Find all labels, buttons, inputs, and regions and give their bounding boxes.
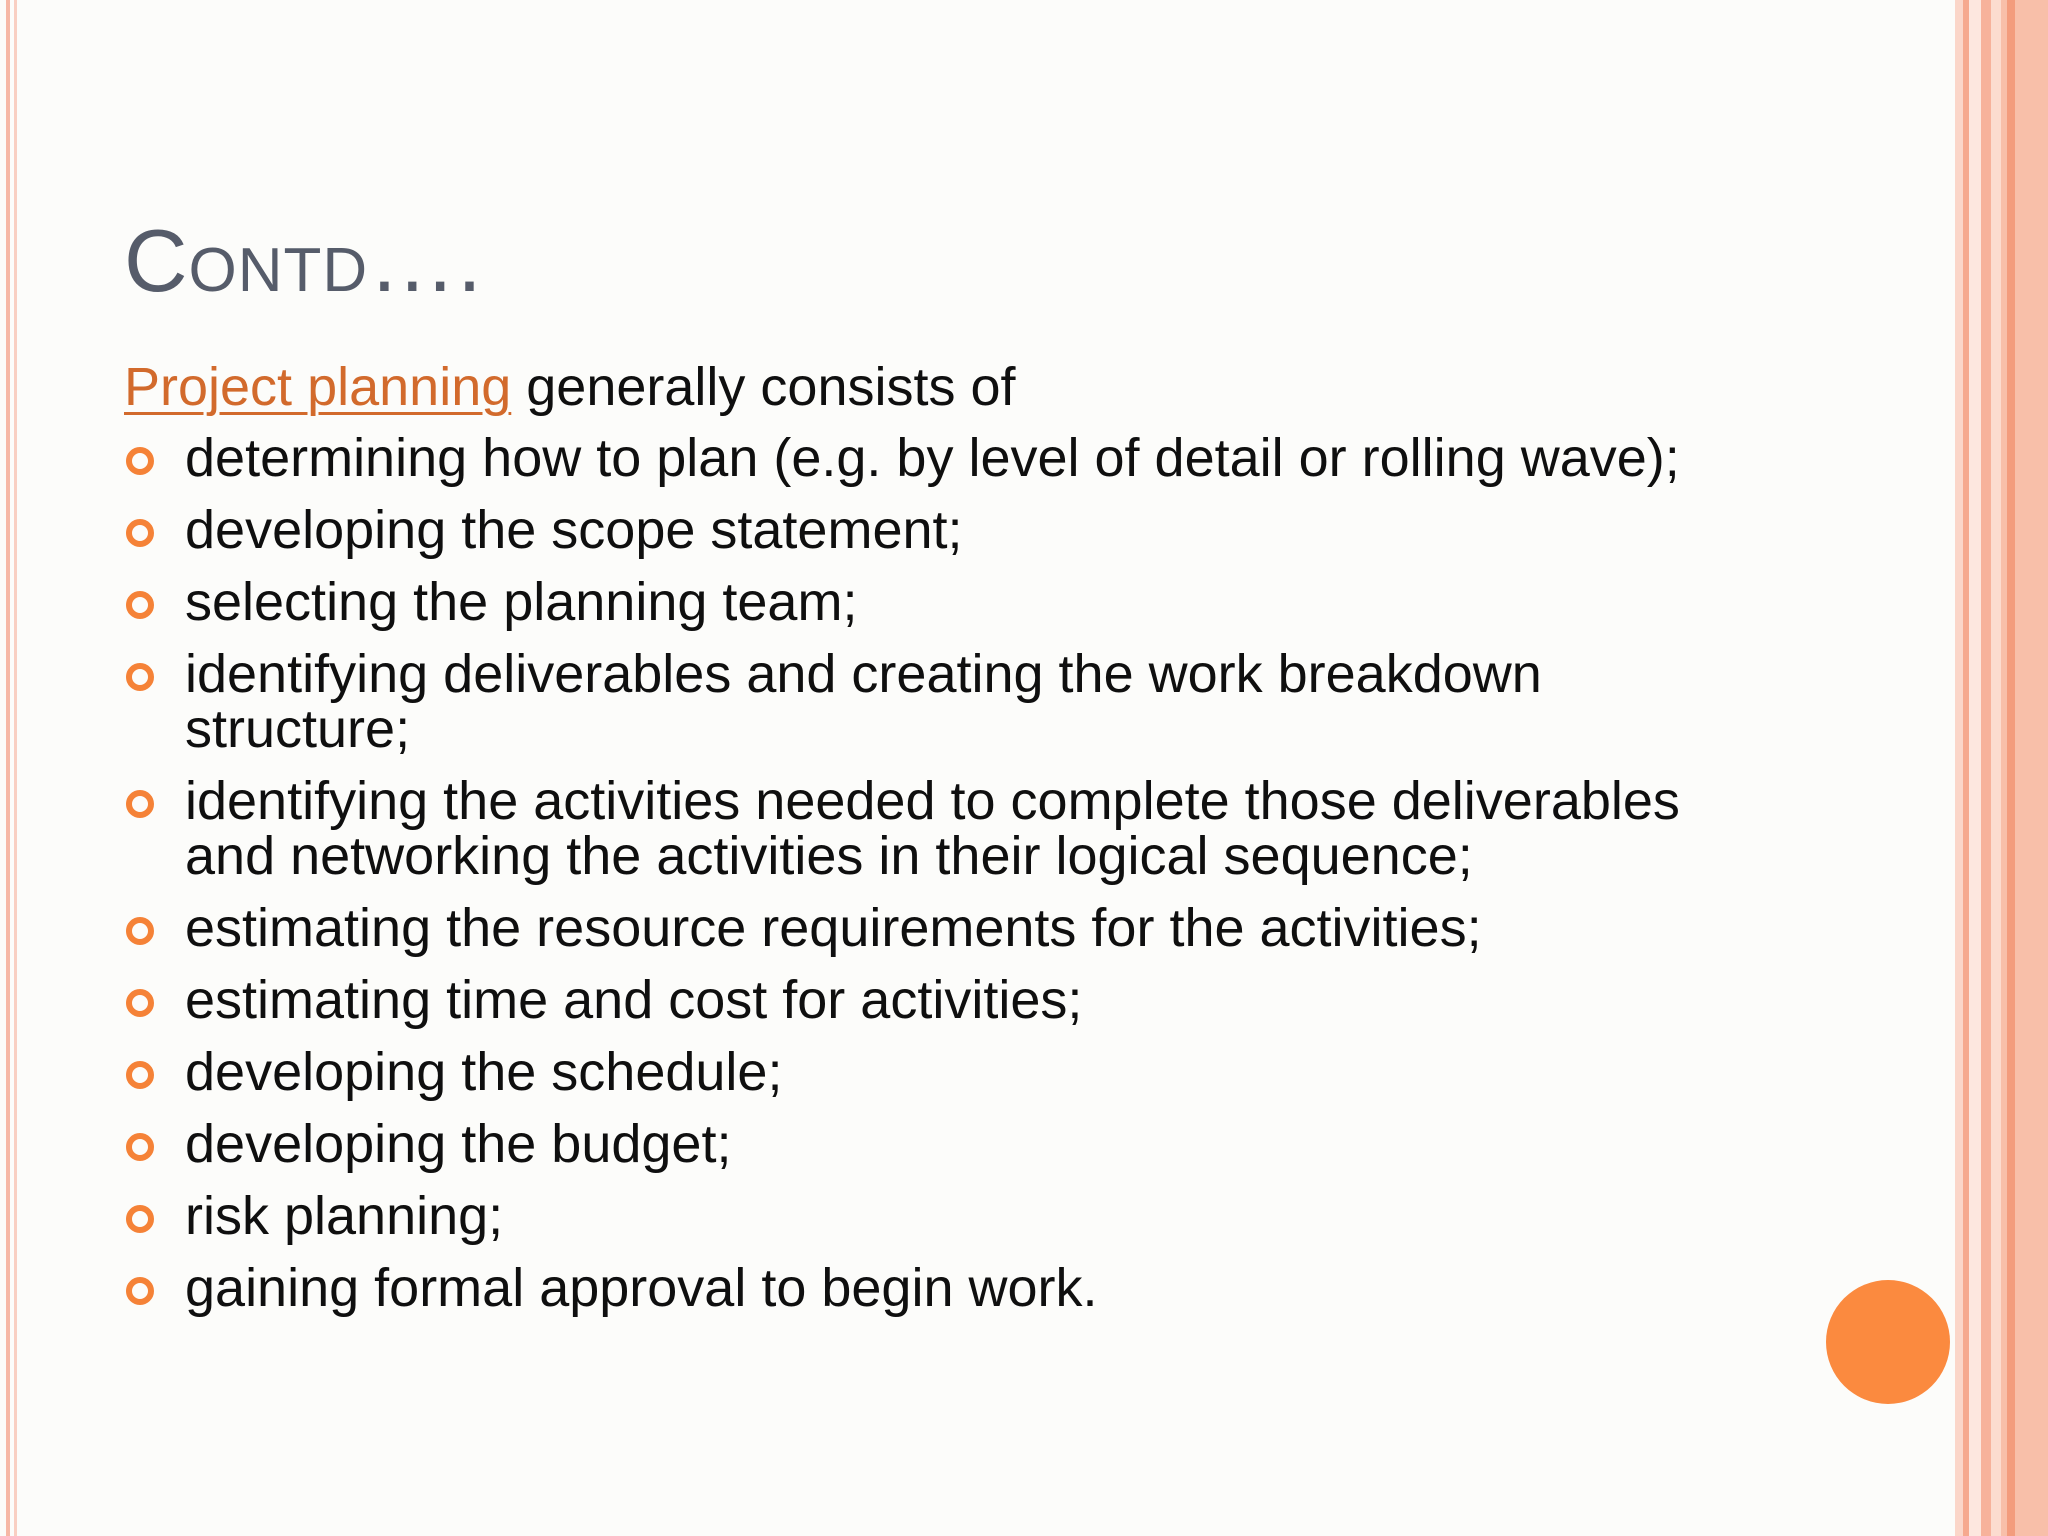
- list-item-text: determining how to plan (e.g. by level of detail or rolling wave);: [185, 428, 1680, 488]
- intro-line: [124, 357, 1684, 417]
- list-item: [124, 1042, 1684, 1102]
- bullet-circle-icon: [126, 663, 154, 691]
- list-item-text: estimating time and cost for activities;: [185, 970, 1083, 1030]
- bullet-circle-icon: [126, 989, 154, 1017]
- list-item: [124, 898, 1684, 958]
- list-item-text: developing the scope statement;: [185, 500, 963, 560]
- slide-title: Contd….: [124, 211, 483, 310]
- slide-body: [124, 357, 1684, 1333]
- bullet-circle-icon: [126, 1061, 154, 1089]
- bullet-circle-icon: [126, 1205, 154, 1233]
- list-item: [124, 428, 1684, 488]
- left-border-line: [6, 0, 10, 1536]
- bullet-circle-icon: [126, 1277, 154, 1305]
- list-item-text: developing the schedule;: [185, 1042, 783, 1102]
- list-item: [124, 1186, 1684, 1246]
- list-item-text: developing the budget;: [185, 1114, 732, 1174]
- list-item: [124, 1258, 1684, 1318]
- intro-text: generally consists of: [511, 357, 1016, 417]
- list-item: [124, 644, 1684, 759]
- list-item: [124, 1114, 1684, 1174]
- project-planning-link[interactable]: Project planning: [124, 357, 512, 417]
- list-item-text: estimating the resource requirements for the activities;: [185, 898, 1482, 958]
- list-item-text: identifying the activities needed to complete those deliverables and networking the activities in their logical sequence;: [185, 771, 1680, 886]
- bullet-circle-icon: [126, 917, 154, 945]
- right-border-stripes: [1955, 0, 2048, 1536]
- list-item: [124, 572, 1684, 632]
- bullet-circle-icon: [126, 591, 154, 619]
- list-item: [124, 771, 1684, 886]
- bullet-circle-icon: [126, 790, 154, 818]
- list-item-text: identifying deliverables and creating the work breakdown structure;: [185, 644, 1542, 759]
- bullet-circle-icon: [126, 1133, 154, 1161]
- list-item: [124, 500, 1684, 560]
- left-border-line-inner: [14, 0, 17, 1536]
- bullet-list: [124, 428, 1684, 1318]
- list-item: [124, 970, 1684, 1030]
- bullet-circle-icon: [126, 447, 154, 475]
- list-item-text: risk planning;: [185, 1186, 504, 1246]
- list-item-text: gaining formal approval to begin work.: [185, 1258, 1098, 1318]
- bullet-circle-icon: [126, 519, 154, 547]
- list-item-text: selecting the planning team;: [185, 572, 858, 632]
- orange-circle-decoration: [1826, 1280, 1950, 1404]
